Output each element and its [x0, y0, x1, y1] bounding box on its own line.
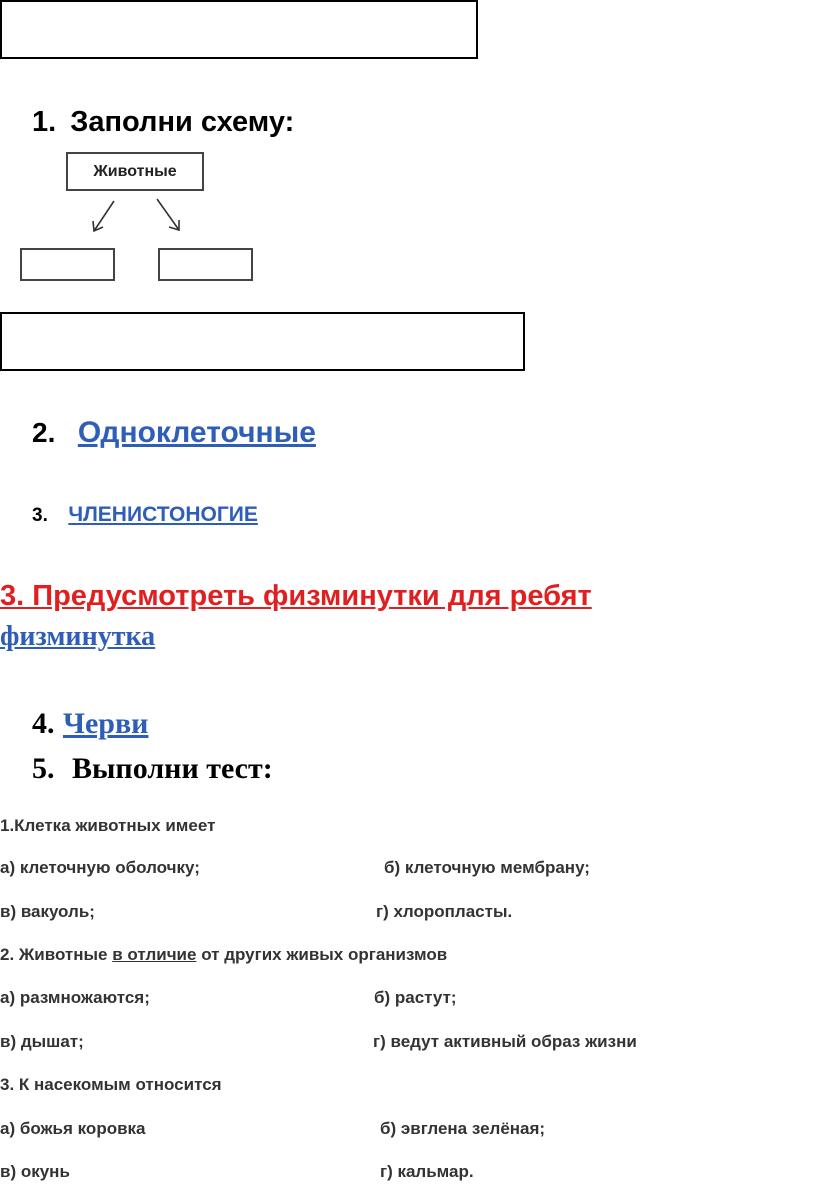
answer-box-top[interactable] — [0, 0, 478, 59]
task2-number: 2. — [32, 417, 56, 448]
test-q2-option-b[interactable]: б) растут; — [374, 988, 457, 1007]
task5-title: Выполни тест: — [72, 752, 273, 785]
task1-number: 1. — [32, 106, 57, 138]
task4-line — [32, 707, 148, 741]
test-q2-question — [0, 945, 447, 965]
task5-heading — [32, 752, 273, 786]
test-q1-question: 1.Клетка животных имеет — [0, 816, 216, 835]
task3b-link[interactable]: физминутка — [0, 621, 156, 652]
test-q2-option-a[interactable]: а) размножаются; — [0, 988, 150, 1007]
test-q2-question-suffix: от других живых организмов — [196, 945, 448, 964]
test-q1-option-a[interactable]: а) клеточную оболочку; — [0, 858, 200, 877]
answer-box-middle[interactable] — [0, 312, 525, 371]
test-q2-option-c[interactable]: в) дышат; — [0, 1032, 84, 1051]
test-q2-question-prefix: 2. Животные — [0, 945, 113, 964]
task4-number: 4. — [32, 707, 55, 740]
diagram-arrows — [80, 195, 200, 245]
arrow-left-icon — [94, 201, 114, 231]
task3-link[interactable]: ЧЛЕНИСТОНОГИЕ — [68, 503, 258, 526]
task3-line — [32, 503, 258, 527]
task1-title: Заполни схему: — [70, 106, 295, 138]
test-q3-option-d[interactable]: г) кальмар. — [380, 1162, 474, 1181]
test-q1-option-c[interactable]: в) вакуоль; — [0, 902, 95, 921]
diagram-top-label: Животные — [93, 162, 177, 180]
arrow-right-icon — [157, 199, 179, 230]
test-q3-question: 3. К насекомым относится — [0, 1075, 222, 1094]
test-q3-option-c[interactable]: в) окунь — [0, 1162, 70, 1181]
diagram-top-box — [66, 152, 204, 191]
test-q3-option-a[interactable]: а) божья коровка — [0, 1119, 146, 1138]
task3b-title: 3. Предусмотреть физминутки для ребят — [0, 580, 592, 612]
task4-link[interactable]: Черви — [62, 707, 149, 740]
task3-number: 3. — [32, 505, 48, 526]
task2-line — [32, 416, 316, 450]
diagram-left-box[interactable] — [20, 248, 115, 281]
diagram-right-box[interactable] — [158, 248, 253, 281]
test-q1-option-b[interactable]: б) клеточную мембрану; — [384, 858, 590, 877]
test-q1-option-d[interactable]: г) хлоропласты. — [376, 902, 513, 921]
task5-number: 5. — [32, 752, 55, 785]
task1-heading — [32, 106, 294, 139]
test-q3-option-b[interactable]: б) эвглена зелёная; — [380, 1119, 546, 1138]
task2-link[interactable]: Одноклеточные — [77, 416, 316, 449]
test-q2-option-d[interactable]: г) ведут активный образ жизни — [373, 1032, 637, 1051]
test-q2-question-underlined: в отличие — [112, 945, 197, 964]
